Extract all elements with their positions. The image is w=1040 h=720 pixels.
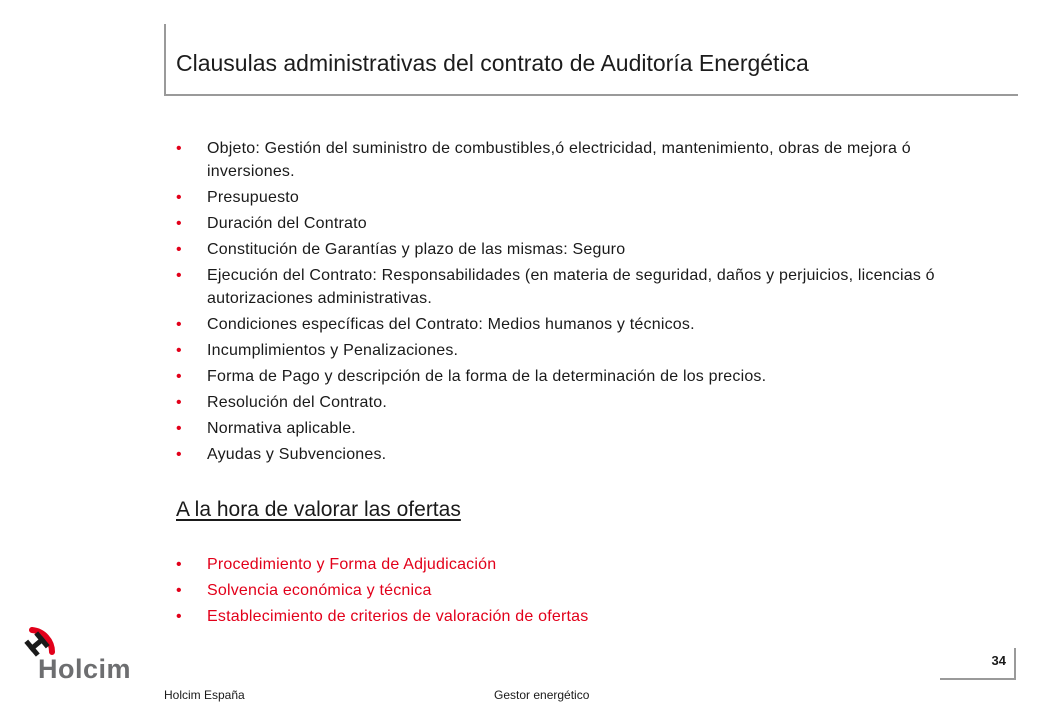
footer-company: Holcim España bbox=[164, 688, 245, 702]
page-number: 34 bbox=[991, 653, 1006, 668]
list-item: • Duración del Contrato bbox=[176, 212, 956, 235]
company-logo-text: Holcim bbox=[38, 654, 132, 684]
list-item: • Condiciones específicas del Contrato: Medios humanos y técnicos. bbox=[176, 313, 956, 336]
list-item: • Forma de Pago y descripción de la forma de la determinación de los precios. bbox=[176, 365, 956, 388]
footer-role: Gestor energético bbox=[494, 688, 590, 702]
list-item: • Presupuesto bbox=[176, 186, 956, 209]
contract-clauses-list bbox=[176, 137, 956, 469]
list-item: • Solvencia económica y técnica bbox=[176, 579, 956, 602]
list-item: • Incumplimientos y Penalizaciones. bbox=[176, 339, 956, 362]
list-item: • Constitución de Garantías y plazo de las mismas: Seguro bbox=[176, 238, 956, 261]
list-item: • Establecimiento de criterios de valoración de ofertas bbox=[176, 605, 956, 628]
offer-evaluation-heading: A la hora de valorar las ofertas bbox=[176, 498, 461, 521]
offer-evaluation-list bbox=[176, 553, 956, 631]
slide-title: Clausulas administrativas del contrato de Auditoría Energética bbox=[176, 50, 809, 76]
list-item: • Resolución del Contrato. bbox=[176, 391, 956, 414]
list-item: • Objeto: Gestión del suministro de combustibles,ó electricidad, mantenimiento, obras de mejora ó inversiones. bbox=[176, 137, 956, 183]
list-item: • Normativa aplicable. bbox=[176, 417, 956, 440]
list-item: • Ayudas y Subvenciones. bbox=[176, 443, 956, 466]
list-item: • Procedimiento y Forma de Adjudicación bbox=[176, 553, 956, 576]
list-item: • Ejecución del Contrato: Responsabilidades (en materia de seguridad, daños y perjuicios, licencias ó autorizaciones administrativas. bbox=[176, 264, 956, 310]
